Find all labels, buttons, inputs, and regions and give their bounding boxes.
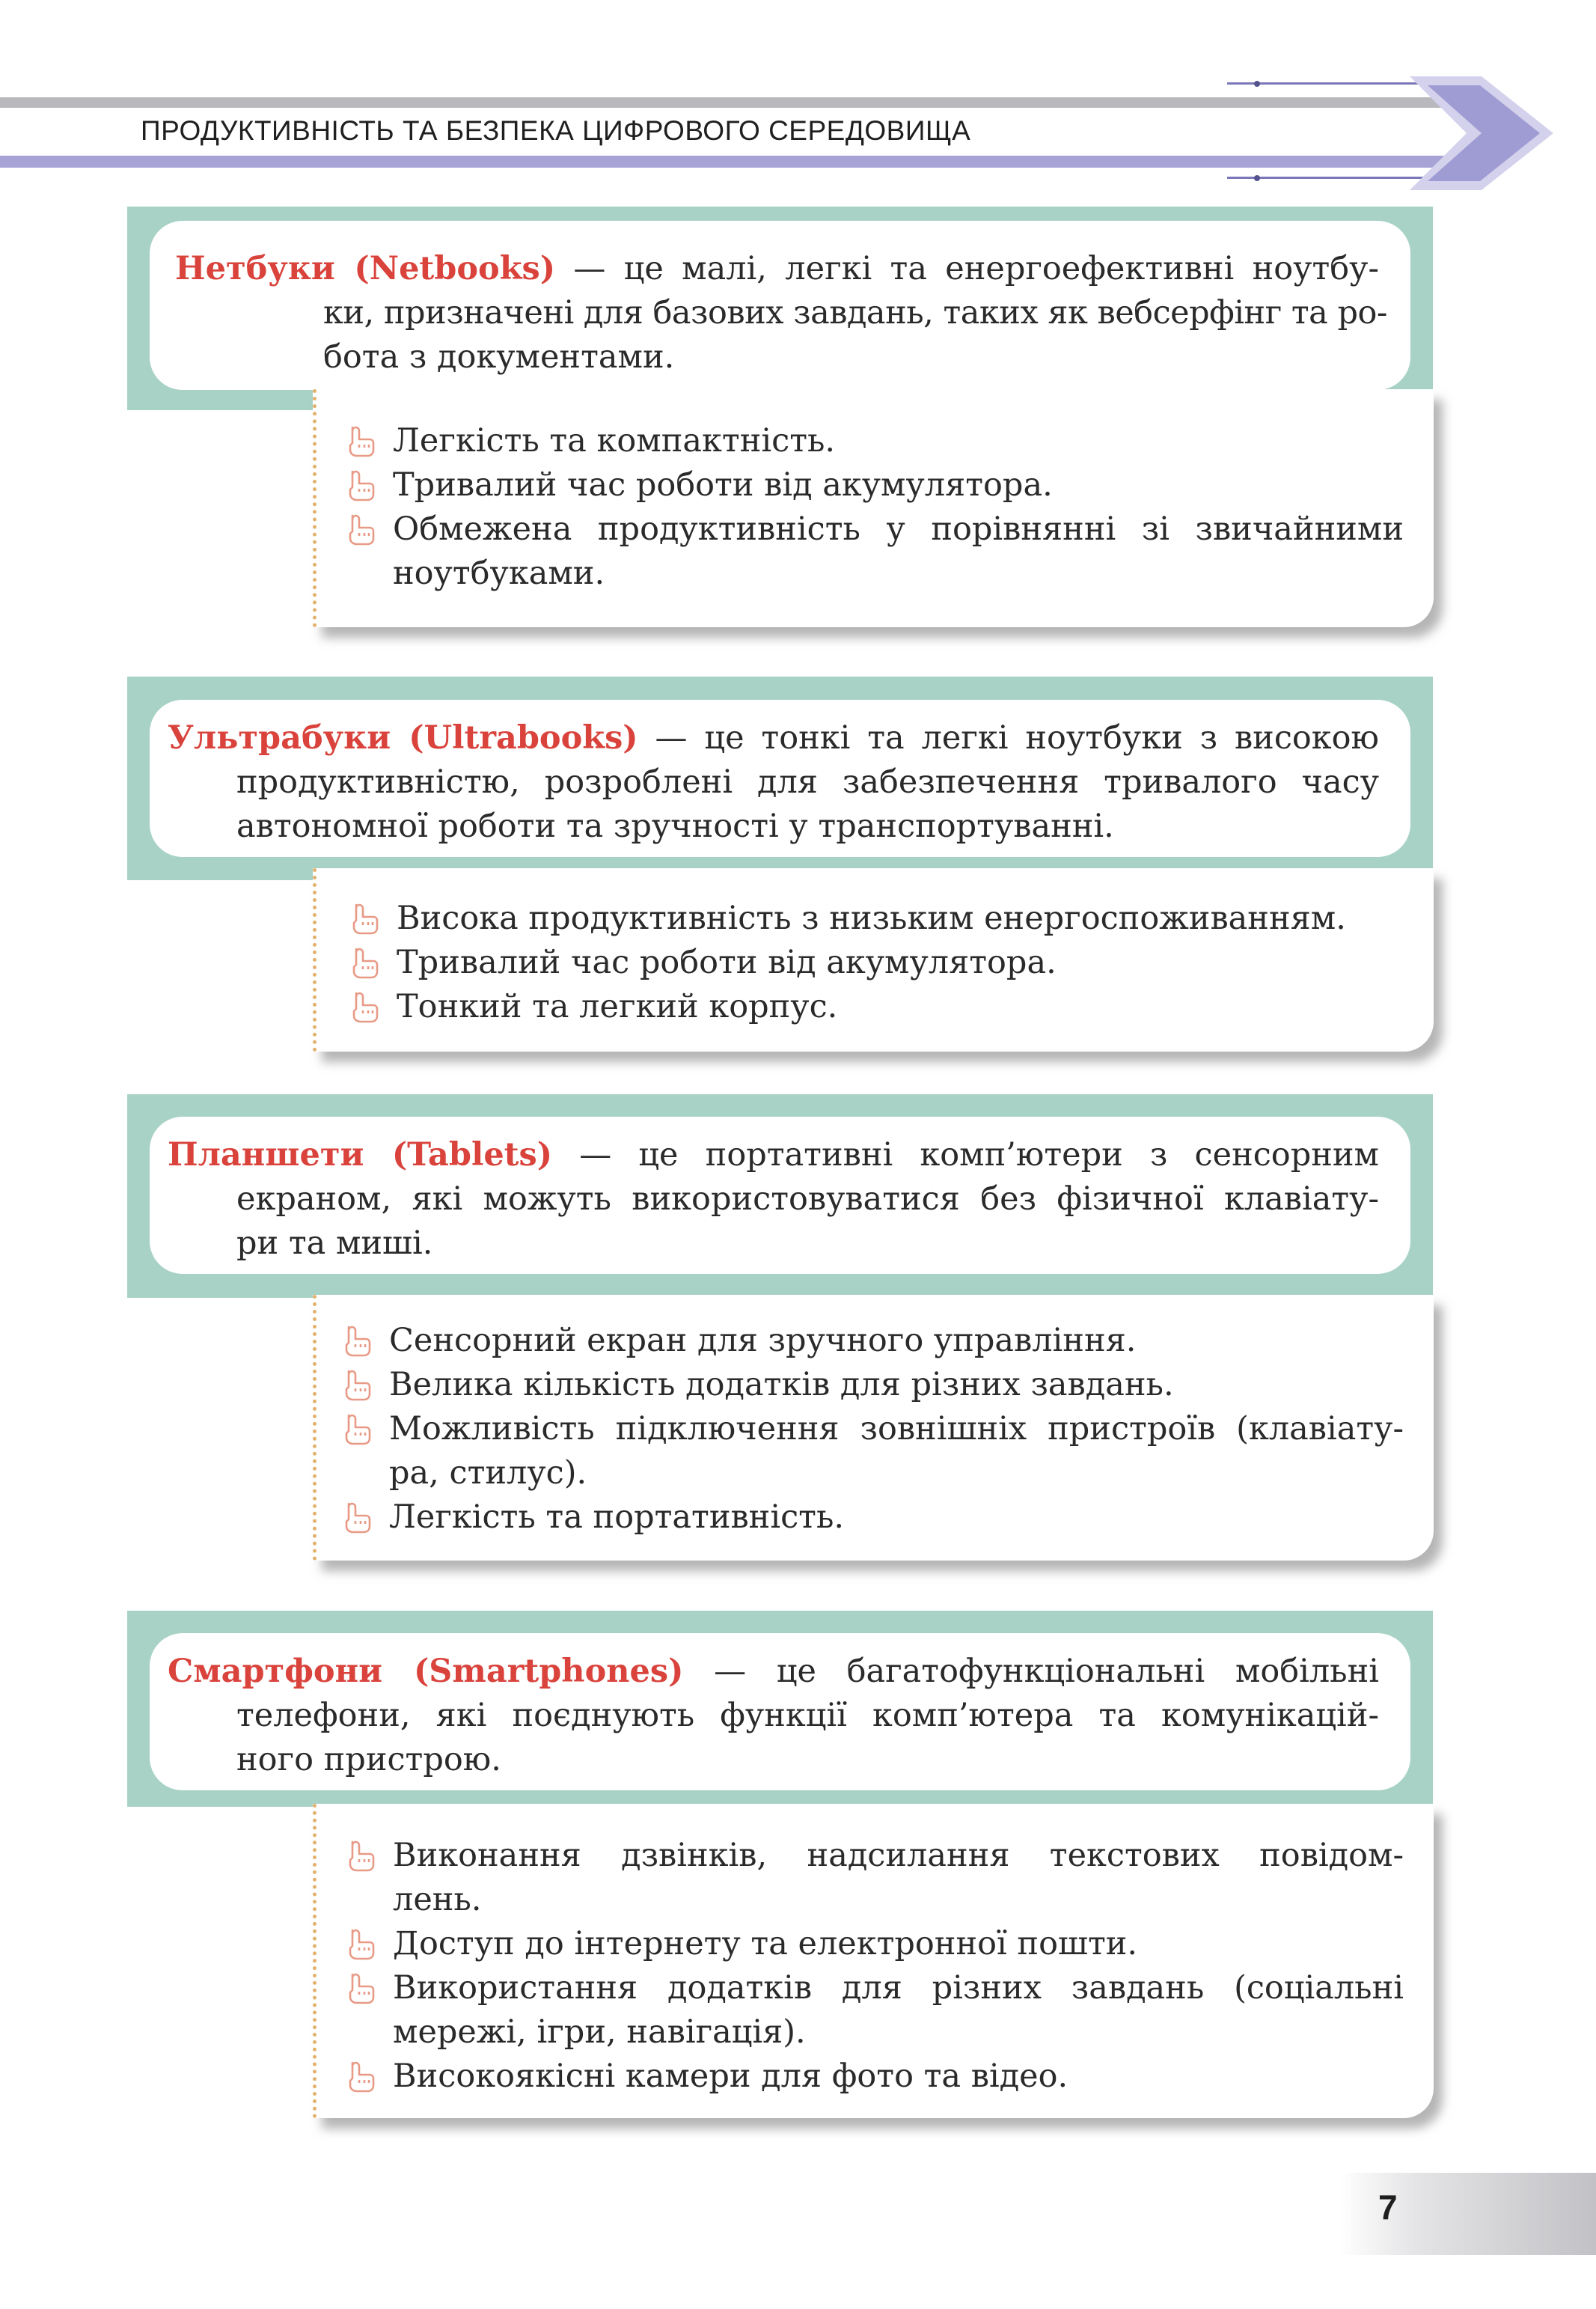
feature-item [317,419,1404,463]
pointing-hand-icon [352,903,382,936]
definition-line [175,247,1379,291]
feature-item [317,1407,1404,1451]
pointing-hand-icon [348,469,378,502]
feature-text: Тривалий час роботи від акумулятора. [393,466,1053,504]
feature-item [317,2055,1404,2099]
definition-line: продуктивністю, розроблені для забезпечення тривалого часу [236,763,1379,801]
chevron-right-arrow-icon [1407,73,1556,193]
definition-line [168,1133,1379,1177]
feature-item [317,985,1404,1029]
feature-item [317,897,1404,941]
feature-text: мережі, ігри, навігація). [393,2013,806,2051]
feature-item [317,941,1404,985]
header-dot [1254,81,1260,87]
feature-list [313,1295,1434,1561]
feature-text: Тривалий час роботи від акумулятора. [397,944,1057,981]
pointing-hand-icon [352,947,382,980]
definition-line: ри та миші. [236,1224,433,1262]
pointing-hand-icon [348,425,378,458]
feature-text: Обмежена продуктивність у порівнянні зі звичайними [393,510,1404,548]
feature-item-continuation [317,1878,1404,1922]
pointing-hand-icon [348,1972,378,2005]
definition-line: ки, призначені для базових завдань, таких як вебсерфінг та ро- [323,294,1387,332]
term-heading: Смартфони (Smartphones) [168,1653,684,1690]
feature-item [317,463,1404,507]
feature-text: Велика кількість додатків для різних завдань. [389,1366,1174,1403]
pointing-hand-icon [344,1325,374,1358]
definition-text: — це малі, легкі та енергоефективні ноутбу- [555,250,1379,287]
feature-item [317,1495,1404,1540]
feature-text: лень. [393,1881,482,1918]
feature-item-continuation [317,552,1404,596]
definition-box [150,700,1410,857]
feature-item [317,507,1404,552]
pointing-hand-icon [348,1840,378,1873]
header-dot [1254,175,1260,181]
definition-line [168,1650,1379,1694]
pointing-hand-icon [344,1501,374,1534]
pointing-hand-icon [348,513,378,546]
feature-item-continuation [317,1451,1404,1495]
feature-text: Виконання дзвінків, надсилання текстових повідом- [393,1837,1404,1874]
feature-text: ноутбуками. [393,555,605,592]
definition-text: — це багатофункціональні мобільні [683,1653,1379,1690]
page-number: 7 [1378,2188,1398,2227]
definition-line: ного пристрою. [236,1741,501,1778]
definition-line: телефони, які поєднують функції комп’ютера та комунікацій- [236,1697,1379,1734]
pointing-hand-icon [348,2061,378,2093]
feature-list [313,868,1434,1052]
feature-item [317,1834,1404,1878]
pointing-hand-icon [348,1928,378,1961]
definition-text: — це тонкі та легкі ноутбуки з високою [638,719,1379,757]
feature-text: Використання додатків для різних завдань (соціальні [393,1969,1404,2007]
feature-text: ра, стилус). [389,1454,587,1492]
feature-text: Висока продуктивність з низьким енергоспоживанням. [397,900,1346,937]
definition-line: бота з документами. [323,338,675,376]
feature-text: Високоякісні камери для фото та відео. [393,2058,1068,2095]
feature-text: Тонкий та легкий корпус. [397,988,838,1025]
definition-box [150,221,1410,390]
feature-item [317,1966,1404,2010]
definition-line [168,716,1379,760]
pointing-hand-icon [352,991,382,1024]
definition-box [150,1633,1410,1790]
feature-text: Легкість та портативність. [389,1498,845,1536]
feature-list [313,389,1434,627]
definition-line: автономної роботи та зручності у транспортуванні. [236,808,1114,845]
term-heading: Нетбуки (Netbooks) [175,250,556,287]
running-header: ПРОДУКТИВНІСТЬ ТА БЕЗПЕКА ЦИФРОВОГО СЕРЕДОВИЩА [141,115,971,146]
feature-text: Легкість та компактність. [393,422,836,460]
feature-list [313,1804,1434,2118]
feature-item [317,1922,1404,1966]
definition-box [150,1117,1410,1274]
header-rule-blue [0,156,1467,168]
feature-text: Сенсорний екран для зручного управління. [389,1322,1137,1359]
feature-text: Доступ до інтернету та електронної пошти. [393,1925,1138,1962]
feature-text: Можливість підключення зовнішніх пристроїв (клавіату- [389,1410,1404,1448]
pointing-hand-icon [344,1413,374,1446]
feature-item [317,1363,1404,1407]
term-heading: Планшети (Tablets) [168,1136,553,1174]
term-heading: Ультрабуки (Ultrabooks) [168,719,638,757]
feature-item-continuation [317,2010,1404,2055]
definition-line: екраном, які можуть використовуватися без фізичної клавіату- [236,1180,1379,1218]
feature-item [317,1319,1404,1363]
header-rule-gray [0,97,1467,108]
definition-text: — це портативні комп’ютери з сенсорним [552,1136,1379,1174]
pointing-hand-icon [344,1369,374,1402]
